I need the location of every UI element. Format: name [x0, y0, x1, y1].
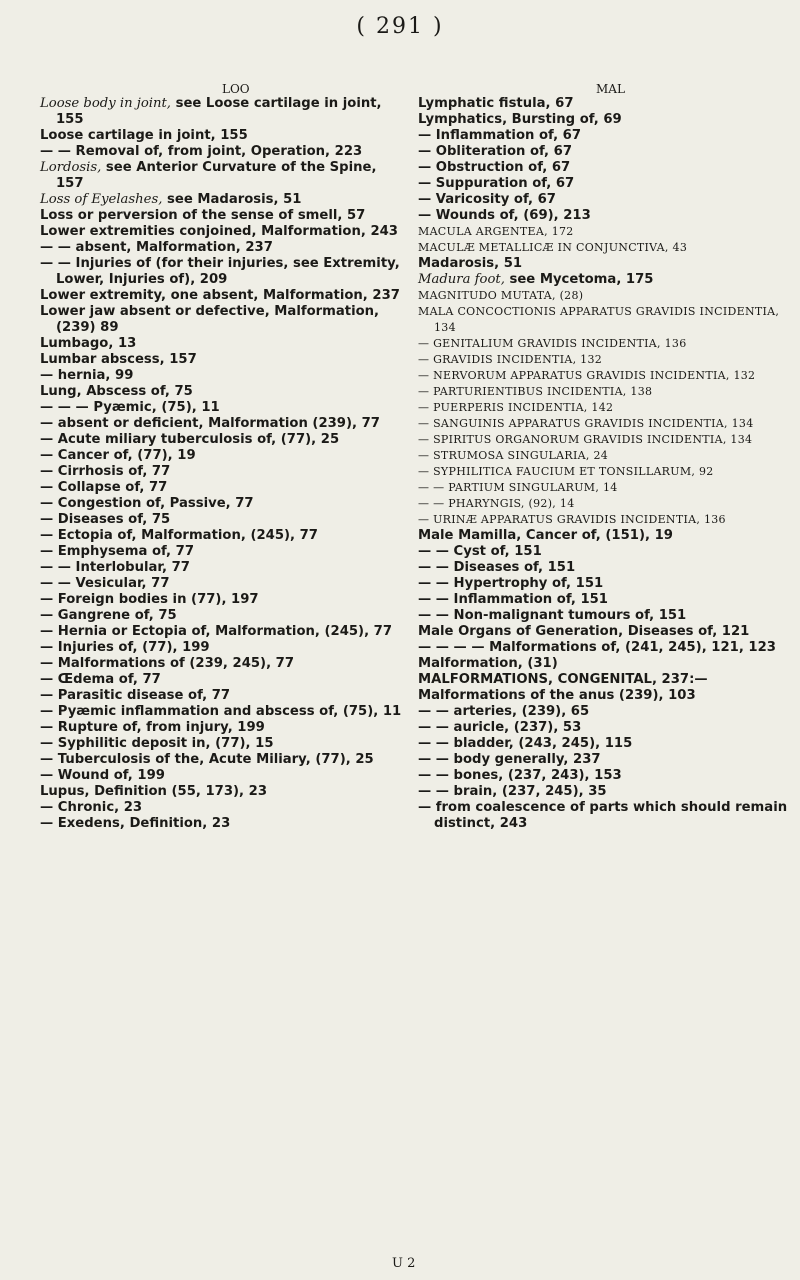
- index-entry: [418, 112, 790, 128]
- index-entry-text: — — brain, (237, 245), 35: [418, 784, 607, 799]
- index-entry: [40, 640, 404, 656]
- index-entry: [418, 768, 790, 784]
- index-entry: [40, 720, 404, 736]
- index-entry-italic: Madura foot,: [418, 272, 505, 287]
- index-entry: [418, 256, 790, 272]
- index-entry-text: — Ectopia of, Malformation, (245), 77: [40, 528, 318, 543]
- index-entry: [40, 736, 404, 752]
- index-entry: [418, 144, 790, 160]
- index-entry: [418, 128, 790, 144]
- index-entry: [418, 784, 790, 800]
- index-entry-text: — SYPHILITICA FAUCIUM ET TONSILLARUM, 92: [418, 465, 714, 478]
- index-entry: [40, 160, 404, 192]
- index-entry-text: Lupus, Definition (55, 173), 23: [40, 784, 267, 799]
- index-entry-text: Lung, Abscess of, 75: [40, 384, 193, 399]
- index-entry: [40, 800, 404, 816]
- index-entry: [40, 576, 404, 592]
- index-entry: [418, 336, 790, 352]
- index-entry-text: Malformations of the anus (239), 103: [418, 688, 696, 703]
- index-entry-text: — — Cyst of, 151: [418, 544, 542, 559]
- index-entry-text: — — absent, Malformation, 237: [40, 240, 273, 255]
- index-entry: [40, 304, 404, 336]
- index-entry-text: — Wounds of, (69), 213: [418, 208, 591, 223]
- index-entry-text: Lower extremities conjoined, Malformation, 243: [40, 224, 398, 239]
- index-entry: [418, 752, 790, 768]
- index-entry: [40, 336, 404, 352]
- index-entry: [418, 224, 790, 240]
- index-entry-text: Lumbar abscess, 157: [40, 352, 197, 367]
- index-entry-text: — NERVORUM APPARATUS GRAVIDIS INCIDENTIA, 132: [418, 369, 756, 382]
- index-entry: [40, 432, 404, 448]
- index-entry: [418, 592, 790, 608]
- index-entry-text: — Syphilitic deposit in, (77), 15: [40, 736, 274, 751]
- index-entry-text: — Acute miliary tuberculosis of, (77), 25: [40, 432, 340, 447]
- index-entry-text: — PUERPERIS INCIDENTIA, 142: [418, 401, 614, 414]
- index-entry: [418, 704, 790, 720]
- index-entry: [418, 160, 790, 176]
- index-column-left: [40, 96, 404, 832]
- index-entry-text: — Pyæmic inflammation and abscess of, (75), 11: [40, 704, 402, 719]
- index-entry-text: — GRAVIDIS INCIDENTIA, 132: [418, 353, 603, 366]
- index-entry-text: Loose cartilage in joint, 155: [40, 128, 248, 143]
- index-entry: [40, 768, 404, 784]
- index-entry-text: — Parasitic disease of, 77: [40, 688, 231, 703]
- index-entry-text: see Madarosis, 51: [162, 192, 302, 207]
- index-entry: [40, 96, 404, 128]
- index-entry: [418, 432, 790, 448]
- index-entry-text: — Chronic, 23: [40, 800, 143, 815]
- index-entry: [40, 352, 404, 368]
- index-entry: [418, 240, 790, 256]
- index-entry: [40, 656, 404, 672]
- index-entry-text: Lower extremity, one absent, Malformation, 237: [40, 288, 400, 303]
- index-entry: [418, 656, 790, 672]
- index-entry-text: — — Diseases of, 151: [418, 560, 576, 575]
- index-entry: [40, 480, 404, 496]
- index-entry-text: — — Hypertrophy of, 151: [418, 576, 604, 591]
- index-entry-text: — Emphysema of, 77: [40, 544, 195, 559]
- index-entry-text: see Anterior Curvature of the Spine, 157: [56, 160, 377, 191]
- index-entry-text: — — PHARYNGIS, (92), 14: [418, 497, 575, 510]
- index-entry-text: — from coalescence of parts which should remain distinct, 243: [418, 800, 788, 831]
- index-entry-text: — — bladder, (243, 245), 115: [418, 736, 633, 751]
- index-entry: [40, 256, 404, 288]
- index-entry-text: — — Non-malignant tumours of, 151: [418, 608, 687, 623]
- index-entry: [40, 384, 404, 400]
- index-entry-text: MACULÆ METALLICÆ IN CONJUNCTIVA, 43: [418, 241, 688, 254]
- index-entry-text: — — bones, (237, 243), 153: [418, 768, 622, 783]
- index-entry-text: Malformation, (31): [418, 656, 558, 671]
- index-entry-text: — — Inflammation of, 151: [418, 592, 608, 607]
- index-entry-text: — Malformations of (239, 245), 77: [40, 656, 295, 671]
- index-entry-text: — Cancer of, (77), 19: [40, 448, 196, 463]
- index-entry: [40, 224, 404, 240]
- index-entry-text: — Injuries of, (77), 199: [40, 640, 210, 655]
- index-entry: [418, 496, 790, 512]
- index-entry: [40, 288, 404, 304]
- index-entry-text: Lymphatics, Bursting of, 69: [418, 112, 622, 127]
- index-entry-text: — GENITALIUM GRAVIDIS INCIDENTIA, 136: [418, 337, 687, 350]
- index-entry-text: — — — Pyæmic, (75), 11: [40, 400, 220, 415]
- index-entry-text: MAGNITUDO MUTATA, (28): [418, 289, 584, 302]
- index-entry: [418, 352, 790, 368]
- index-entry: [418, 400, 790, 416]
- guide-word-left: LOO: [222, 82, 250, 96]
- index-entry-text: Loss or perversion of the sense of smell, 57: [40, 208, 366, 223]
- index-entry-text: — — Interlobular, 77: [40, 560, 190, 575]
- index-entry: [40, 784, 404, 800]
- index-entry-text: Lumbago, 13: [40, 336, 137, 351]
- index-entry: [418, 416, 790, 432]
- index-entry-italic: Lordosis,: [40, 160, 102, 175]
- index-entry-text: — Cirrhosis of, 77: [40, 464, 171, 479]
- index-entry: [418, 480, 790, 496]
- index-entry: [418, 688, 790, 704]
- index-entry-text: — Obstruction of, 67: [418, 160, 571, 175]
- index-entry-text: — Collapse of, 77: [40, 480, 168, 495]
- index-entry-text: — Diseases of, 75: [40, 512, 171, 527]
- index-entry-text: — SANGUINIS APPARATUS GRAVIDIS INCIDENTIA, 134: [418, 417, 754, 430]
- index-entry: [418, 384, 790, 400]
- index-entry-text: — Gangrene of, 75: [40, 608, 177, 623]
- index-entry: [418, 464, 790, 480]
- index-entry-text: — absent or deficient, Malformation (239), 77: [40, 416, 380, 431]
- index-entry: [418, 736, 790, 752]
- index-entry-text: — Wound of, 199: [40, 768, 165, 783]
- index-entry-italic: Loose body in joint,: [40, 96, 171, 111]
- index-entry: [40, 496, 404, 512]
- index-entry-text: MACULA ARGENTEA, 172: [418, 225, 574, 238]
- index-entry: [40, 128, 404, 144]
- index-entry-text: — — PARTIUM SINGULARUM, 14: [418, 481, 618, 494]
- index-entry-text: — Exedens, Definition, 23: [40, 816, 231, 831]
- index-entry: [40, 560, 404, 576]
- index-entry-text: MALA CONCOCTIONIS APPARATUS GRAVIDIS INCIDENTIA, 134: [418, 305, 780, 334]
- index-entry: [40, 592, 404, 608]
- index-entry-text: see Loose cartilage in joint, 155: [56, 96, 382, 127]
- index-entry-text: Male Mamilla, Cancer of, (151), 19: [418, 528, 673, 543]
- index-entry: [40, 816, 404, 832]
- index-entry: [40, 528, 404, 544]
- index-entry-text: Male Organs of Generation, Diseases of, 121: [418, 624, 750, 639]
- index-entry-text: — Tuberculosis of the, Acute Miliary, (77), 25: [40, 752, 374, 767]
- index-entry: [418, 512, 790, 528]
- index-entry: [40, 608, 404, 624]
- index-entry-text: Lymphatic fistula, 67: [418, 96, 574, 111]
- index-entry-text: — — auricle, (237), 53: [418, 720, 582, 735]
- index-entry: [418, 96, 790, 112]
- index-entry: [418, 288, 790, 304]
- index-entry: [418, 192, 790, 208]
- index-entry: [418, 560, 790, 576]
- index-entry: [418, 608, 790, 624]
- index-entry: [418, 528, 790, 544]
- index-entry-text: — hernia, 99: [40, 368, 134, 383]
- printer-signature: U 2: [392, 1256, 416, 1271]
- index-entry: [40, 464, 404, 480]
- index-entry-text: — STRUMOSA SINGULARIA, 24: [418, 449, 609, 462]
- index-entry-text: — Varicosity of, 67: [418, 192, 556, 207]
- index-entry-text: see Mycetoma, 175: [504, 272, 654, 287]
- index-entry-text: — — Vesicular, 77: [40, 576, 170, 591]
- index-entry-text: — — Removal of, from joint, Operation, 223: [40, 144, 363, 159]
- index-entry-text: — Œdema of, 77: [40, 672, 161, 687]
- index-entry: [418, 624, 790, 640]
- index-entry: [40, 208, 404, 224]
- index-entry: [40, 752, 404, 768]
- index-entry: [40, 368, 404, 384]
- index-entry: [40, 416, 404, 432]
- index-entry-text: — URINÆ APPARATUS GRAVIDIS INCIDENTIA, 136: [418, 513, 726, 526]
- index-entry-text: — Suppuration of, 67: [418, 176, 575, 191]
- index-entry: [40, 704, 404, 720]
- index-entry: [418, 176, 790, 192]
- index-entry-text: — — — — Malformations of, (241, 245), 121, 123: [418, 640, 776, 655]
- index-entry: [40, 624, 404, 640]
- index-entry-text: — SPIRITUS ORGANORUM GRAVIDIS INCIDENTIA, 134: [418, 433, 753, 446]
- index-entry-text: — PARTURIENTIBUS INCIDENTIA, 138: [418, 385, 653, 398]
- index-entry-text: — Rupture of, from injury, 199: [40, 720, 265, 735]
- index-entry: [40, 688, 404, 704]
- index-entry: [418, 720, 790, 736]
- index-entry-text: — — Injuries of (for their injuries, see Extremity, Lower, Injuries of), 209: [40, 256, 400, 287]
- index-entry: [418, 448, 790, 464]
- index-entry: [418, 640, 790, 656]
- index-entry: [418, 800, 790, 832]
- index-entry: [418, 208, 790, 224]
- index-column-right: [418, 96, 790, 832]
- index-entry-text: — — arteries, (239), 65: [418, 704, 590, 719]
- index-entry: [418, 304, 790, 336]
- index-entry-text: — Foreign bodies in (77), 197: [40, 592, 259, 607]
- index-entry: [40, 512, 404, 528]
- index-entry-text: — Obliteration of, 67: [418, 144, 573, 159]
- index-entry: [40, 240, 404, 256]
- index-entry: [418, 576, 790, 592]
- index-entry: [40, 192, 404, 208]
- index-entry: [40, 144, 404, 160]
- index-entry-text: Lower jaw absent or defective, Malformation, (239) 89: [40, 304, 380, 335]
- index-entry: [40, 544, 404, 560]
- index-entry: [418, 368, 790, 384]
- index-entry-text: — Hernia or Ectopia of, Malformation, (245), 77: [40, 624, 393, 639]
- page-number: ( 291 ): [356, 14, 444, 39]
- index-entry-text: — — body generally, 237: [418, 752, 601, 767]
- index-entry: [418, 544, 790, 560]
- index-entry: [40, 448, 404, 464]
- index-entry-text: — Inflammation of, 67: [418, 128, 582, 143]
- index-entry: [40, 400, 404, 416]
- index-entry-text: — Congestion of, Passive, 77: [40, 496, 254, 511]
- index-entry-text: MALFORMATIONS, CONGENITAL, 237:—: [418, 672, 708, 687]
- guide-word-right: MAL: [596, 82, 625, 96]
- index-entry-italic: Loss of Eyelashes,: [40, 192, 163, 207]
- index-entry: [418, 272, 790, 288]
- index-entry: [418, 672, 790, 688]
- index-entry-text: Madarosis, 51: [418, 256, 523, 271]
- index-entry: [40, 672, 404, 688]
